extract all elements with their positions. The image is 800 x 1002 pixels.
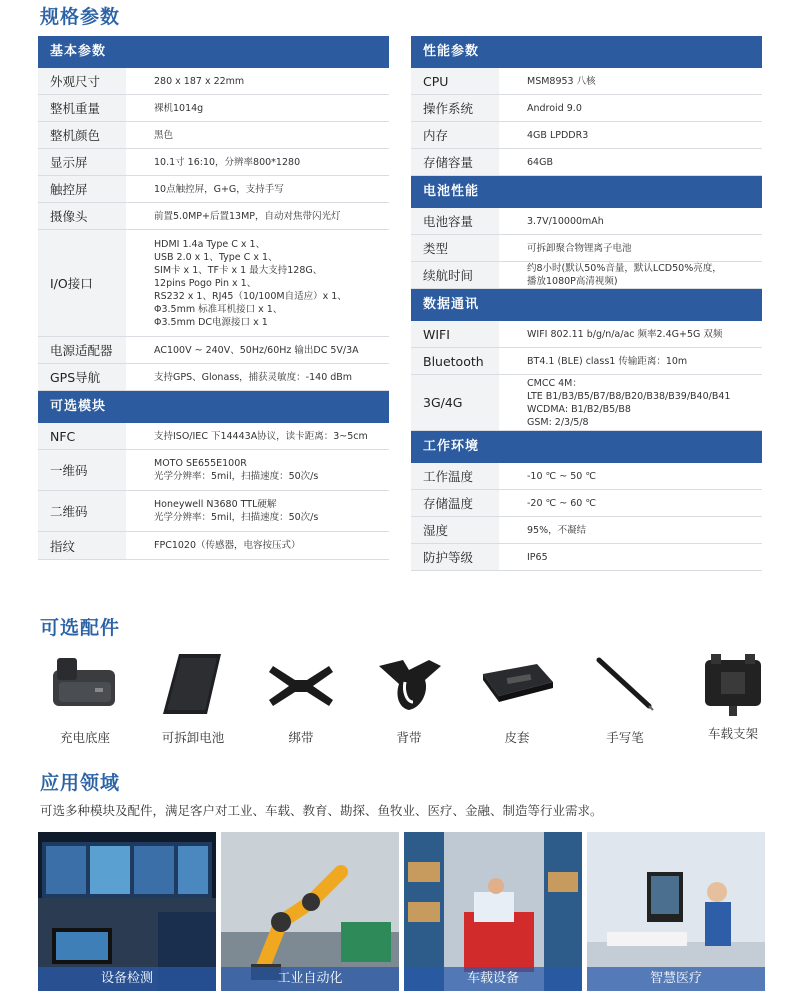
car-mount-icon — [693, 652, 773, 716]
spec-key: CPU — [411, 68, 499, 94]
spec-value: 280 x 187 x 22mm — [154, 75, 245, 87]
spec-key: 显示屏 — [38, 149, 126, 175]
spec-key: GPS导航 — [38, 364, 126, 390]
spec-row — [411, 262, 762, 289]
accessory-item — [364, 652, 454, 746]
spec-row — [38, 491, 389, 532]
accessory-caption: 手写笔 — [606, 730, 644, 745]
spec-value: -10 ℃ ~ 50 ℃ — [527, 470, 596, 482]
application-card — [587, 832, 765, 991]
spec-row — [38, 149, 389, 176]
spec-key: 触控屏 — [38, 176, 126, 202]
spec-row — [38, 450, 389, 491]
application-card — [221, 832, 399, 991]
accessories-row — [40, 652, 770, 747]
spec-value: BT4.1 (BLE) class1 传输距离：10m — [527, 355, 688, 367]
accessory-item — [580, 652, 670, 746]
spec-key: 3G/4G — [411, 375, 499, 430]
accessories-title: 可选配件 — [40, 617, 121, 639]
spec-value: 10.1寸 16:10，分辨率800*1280 — [154, 156, 301, 168]
spec-key: 工作温度 — [411, 463, 499, 489]
spec-row — [38, 176, 389, 203]
spec-key: NFC — [38, 423, 126, 449]
spec-key: 整机重量 — [38, 95, 126, 121]
spec-key: 外观尺寸 — [38, 68, 126, 94]
accessory-caption: 皮套 — [504, 730, 530, 745]
spec-value: Android 9.0 — [527, 102, 582, 114]
section-header-communication: 数据通讯 — [411, 289, 762, 321]
spec-value: -20 ℃ ~ 60 ℃ — [527, 497, 596, 509]
spec-row — [38, 337, 389, 364]
accessory-caption: 绑带 — [288, 730, 314, 745]
spec-row — [411, 149, 762, 176]
spec-key: 电池容量 — [411, 208, 499, 234]
spec-value: 支持ISO/IEC 下14443A协议，读卡距离：3~5cm — [154, 430, 368, 442]
accessory-caption: 充电底座 — [59, 730, 110, 745]
spec-value: AC100V ~ 240V、50Hz/60Hz 输出DC 5V/3A — [154, 344, 359, 356]
application-caption: 工业自动化 — [221, 967, 399, 991]
spec-key: 指纹 — [38, 532, 126, 559]
spec-column-left — [38, 36, 389, 560]
spec-value: 约8小时(默认50%音量，默认LCD50%亮度， 播放1080P高清视频) — [527, 263, 722, 287]
accessory-caption: 车载支架 — [707, 726, 758, 741]
spec-row — [411, 348, 762, 375]
spec-value: 64GB — [527, 156, 553, 168]
spec-row — [38, 364, 389, 391]
application-caption: 设备检测 — [38, 967, 216, 991]
spec-row — [411, 544, 762, 571]
spec-value: 10点触控屏，G+G，支持手写 — [154, 183, 284, 195]
spec-value: 3.7V/10000mAh — [527, 215, 604, 227]
spec-column-right — [411, 36, 762, 571]
spec-row — [38, 95, 389, 122]
spec-key: 摄像头 — [38, 203, 126, 229]
spec-value: MSM8953 八核 — [527, 75, 596, 87]
spec-key: 一维码 — [38, 450, 126, 490]
battery-icon — [153, 652, 233, 716]
page-title: 规格参数 — [40, 6, 121, 28]
spec-key: I/O接口 — [38, 230, 126, 336]
spec-value: 前置5.0MP+后置13MP，自动对焦带闪光灯 — [154, 210, 341, 222]
spec-value: 黑色 — [154, 129, 174, 141]
spec-row — [38, 203, 389, 230]
spec-row — [411, 208, 762, 235]
leather-case-icon — [477, 652, 557, 716]
application-card — [404, 832, 582, 991]
section-header-environment: 工作环境 — [411, 431, 762, 463]
spec-value: FPC1020（传感器，电容按压式） — [154, 540, 301, 551]
spec-row — [411, 463, 762, 490]
spec-value: 可拆卸聚合物锂离子电池 — [527, 242, 632, 254]
applications-description: 可选多种模块及配件，满足客户对工业、车载、教育、勘探、鱼牧业、医疗、金融、制造等行业需求。 — [40, 803, 603, 818]
spec-key: Bluetooth — [411, 348, 499, 374]
spec-key: 电源适配器 — [38, 337, 126, 363]
application-caption: 车载设备 — [404, 967, 582, 991]
accessory-item — [256, 652, 346, 746]
charging-dock-icon — [45, 652, 125, 716]
spec-value: 4GB LPDDR3 — [527, 129, 589, 141]
accessory-caption: 可拆卸电池 — [161, 730, 225, 745]
spec-row — [411, 122, 762, 149]
spec-value: MOTO SE655E100R 光学分辨率：5mil，扫描速度：50次/s — [154, 458, 319, 482]
spec-key: 内存 — [411, 122, 499, 148]
spec-row — [38, 230, 389, 337]
applications-title: 应用领域 — [40, 772, 121, 794]
section-header-performance: 性能参数 — [411, 36, 762, 68]
application-card — [38, 832, 216, 991]
spec-key: 二维码 — [38, 491, 126, 531]
section-header-battery: 电池性能 — [411, 176, 762, 208]
spec-row — [411, 68, 762, 95]
accessory-caption: 背带 — [396, 730, 422, 745]
spec-row — [38, 68, 389, 95]
spec-row — [411, 375, 762, 431]
accessory-item — [40, 652, 130, 746]
spec-row — [38, 532, 389, 560]
accessory-item — [148, 652, 238, 746]
spec-row — [411, 95, 762, 122]
spec-value: CMCC 4M： LTE B1/B3/B5/B7/B8/B20/B38/B39/B40/B41 WCDMA: B1/B2/B5/B8 GSM: 2/3/5/8 — [527, 377, 731, 428]
spec-value: HDMI 1.4a Type C x 1、 USB 2.0 x 1、Type C x 1、 SIM卡 x 1、TF卡 x 1 最大支持128G、 12pins Pogo Pin x 1、 RS232 x 1、RJ45（10/100M自适应）x 1、 Φ3.5mm 标准耳机接口 x 1、 Φ3.5mm DC电源接口 x 1 — [154, 238, 347, 328]
spec-value: WIFI 802.11 b/g/n/a/ac 频率2.4G+5G 双频 — [527, 328, 723, 340]
stylus-icon — [585, 652, 665, 716]
spec-row — [411, 235, 762, 262]
spec-row — [38, 423, 389, 450]
spec-row — [38, 122, 389, 149]
accessory-item — [472, 652, 562, 746]
spec-value: Honeywell N3680 TTL硬解 光学分辨率：5mil，扫描速度：50次/s — [154, 499, 319, 523]
spec-key: WIFI — [411, 321, 499, 347]
section-header-basic: 基本参数 — [38, 36, 389, 68]
section-header-optional: 可选模块 — [38, 391, 389, 423]
spec-value: 95%，不凝结 — [527, 524, 587, 536]
shoulder-strap-icon — [369, 652, 449, 716]
spec-value: 裸机1014g — [154, 102, 204, 114]
spec-key: 续航时间 — [411, 262, 499, 288]
spec-row — [411, 321, 762, 348]
accessory-item — [688, 652, 778, 742]
spec-row — [411, 490, 762, 517]
spec-key: 防护等级 — [411, 544, 499, 570]
spec-key: 湿度 — [411, 517, 499, 543]
spec-row — [411, 517, 762, 544]
spec-value: 支持GPS、Glonass，捕获灵敏度：-140 dBm — [154, 371, 353, 383]
spec-value: IP65 — [527, 551, 548, 563]
spec-key: 存储温度 — [411, 490, 499, 516]
spec-key: 类型 — [411, 235, 499, 261]
hand-strap-icon — [261, 652, 341, 716]
spec-key: 操作系统 — [411, 95, 499, 121]
spec-key: 整机颜色 — [38, 122, 126, 148]
spec-key: 存储容量 — [411, 149, 499, 175]
application-caption: 智慧医疗 — [587, 967, 765, 991]
